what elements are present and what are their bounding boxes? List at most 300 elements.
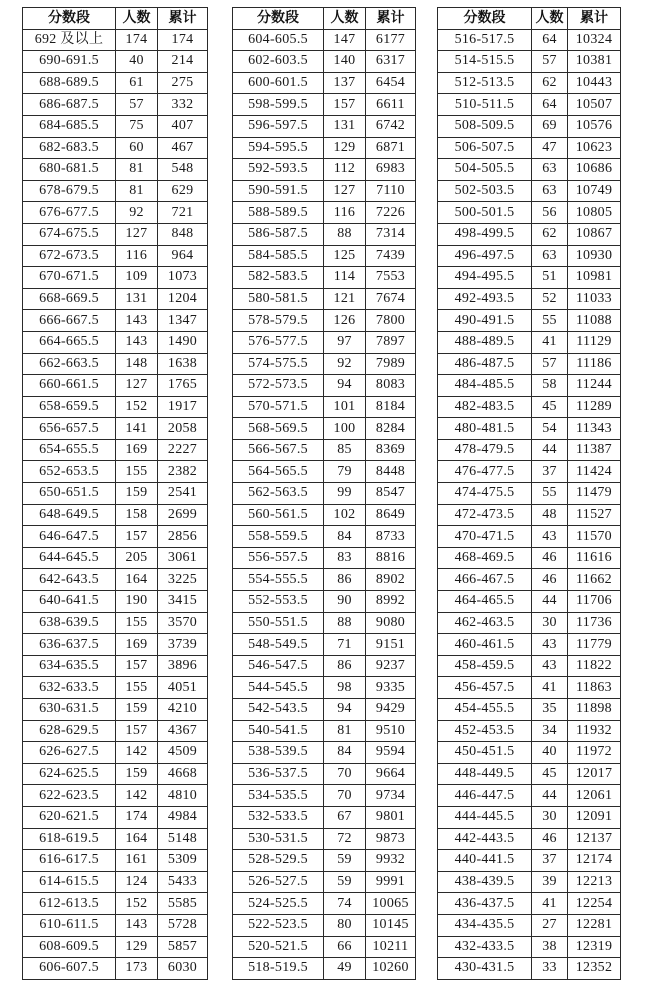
cumulative-cell: 11898 bbox=[568, 699, 621, 721]
score-range-cell: 692 及以上 bbox=[23, 29, 116, 51]
cumulative-cell: 3570 bbox=[158, 612, 208, 634]
score-range-cell: 458-459.5 bbox=[438, 655, 532, 677]
cumulative-cell: 11088 bbox=[568, 310, 621, 332]
score-range-cell: 608-609.5 bbox=[23, 936, 116, 958]
cumulative-cell: 6030 bbox=[158, 958, 208, 980]
score-range-cell: 670-671.5 bbox=[23, 267, 116, 289]
score-range-cell: 438-439.5 bbox=[438, 871, 532, 893]
cumulative-cell: 11932 bbox=[568, 720, 621, 742]
score-range-cell: 600-601.5 bbox=[233, 72, 324, 94]
score-range-cell: 510-511.5 bbox=[438, 94, 532, 116]
score-range-cell: 506-507.5 bbox=[438, 137, 532, 159]
table-row bbox=[233, 655, 416, 677]
table-header-row bbox=[233, 8, 416, 30]
score-range-cell: 472-473.5 bbox=[438, 504, 532, 526]
table-row bbox=[438, 288, 621, 310]
count-cell: 37 bbox=[532, 850, 568, 872]
score-range-cell: 440-441.5 bbox=[438, 850, 532, 872]
cumulative-cell: 11706 bbox=[568, 591, 621, 613]
score-range-cell: 624-625.5 bbox=[23, 763, 116, 785]
count-cell: 124 bbox=[116, 871, 158, 893]
table-row bbox=[23, 871, 208, 893]
table-row bbox=[438, 958, 621, 980]
count-cell: 126 bbox=[324, 310, 366, 332]
count-cell: 158 bbox=[116, 504, 158, 526]
cumulative-cell: 11186 bbox=[568, 353, 621, 375]
cumulative-cell: 4509 bbox=[158, 742, 208, 764]
count-cell: 30 bbox=[532, 806, 568, 828]
count-cell: 88 bbox=[324, 612, 366, 634]
count-cell: 161 bbox=[116, 850, 158, 872]
table-row bbox=[233, 634, 416, 656]
table-row bbox=[233, 699, 416, 721]
score-table-1 bbox=[22, 7, 208, 980]
table-row bbox=[233, 504, 416, 526]
score-range-cell: 622-623.5 bbox=[23, 785, 116, 807]
count-cell: 112 bbox=[324, 159, 366, 181]
score-range-cell: 446-447.5 bbox=[438, 785, 532, 807]
cumulative-cell: 10686 bbox=[568, 159, 621, 181]
count-cell: 41 bbox=[532, 893, 568, 915]
table-row bbox=[23, 591, 208, 613]
count-cell: 92 bbox=[116, 202, 158, 224]
score-range-cell: 664-665.5 bbox=[23, 331, 116, 353]
table-row bbox=[23, 699, 208, 721]
table-row bbox=[233, 547, 416, 569]
table-row bbox=[438, 115, 621, 137]
table-row bbox=[23, 850, 208, 872]
score-range-cell: 530-531.5 bbox=[233, 828, 324, 850]
count-cell: 116 bbox=[324, 202, 366, 224]
table-row bbox=[438, 375, 621, 397]
score-range-cell: 488-489.5 bbox=[438, 331, 532, 353]
table-row bbox=[438, 51, 621, 73]
count-cell: 55 bbox=[532, 310, 568, 332]
cumulative-cell: 7439 bbox=[366, 245, 416, 267]
cumulative-cell: 5857 bbox=[158, 936, 208, 958]
count-cell: 81 bbox=[116, 159, 158, 181]
cumulative-cell: 9801 bbox=[366, 806, 416, 828]
count-cell: 94 bbox=[324, 375, 366, 397]
cumulative-cell: 3225 bbox=[158, 569, 208, 591]
score-range-cell: 480-481.5 bbox=[438, 418, 532, 440]
cumulative-cell: 9080 bbox=[366, 612, 416, 634]
count-cell: 127 bbox=[324, 180, 366, 202]
score-range-cell: 648-649.5 bbox=[23, 504, 116, 526]
cumulative-cell: 629 bbox=[158, 180, 208, 202]
cumulative-cell: 8733 bbox=[366, 526, 416, 548]
score-range-cell: 634-635.5 bbox=[23, 655, 116, 677]
count-cell: 159 bbox=[116, 483, 158, 505]
cumulative-cell: 7989 bbox=[366, 353, 416, 375]
count-cell: 35 bbox=[532, 699, 568, 721]
count-cell: 64 bbox=[532, 94, 568, 116]
score-range-cell: 536-537.5 bbox=[233, 763, 324, 785]
score-range-cell: 516-517.5 bbox=[438, 29, 532, 51]
cumulative-cell: 12213 bbox=[568, 871, 621, 893]
cumulative-cell: 9510 bbox=[366, 720, 416, 742]
count-cell: 131 bbox=[116, 288, 158, 310]
table-row bbox=[23, 202, 208, 224]
count-cell: 159 bbox=[116, 699, 158, 721]
cumulative-cell: 1917 bbox=[158, 396, 208, 418]
cumulative-cell: 1490 bbox=[158, 331, 208, 353]
count-cell: 102 bbox=[324, 504, 366, 526]
table-row bbox=[438, 806, 621, 828]
score-range-cell: 434-435.5 bbox=[438, 914, 532, 936]
table-row bbox=[23, 547, 208, 569]
cumulative-cell: 11736 bbox=[568, 612, 621, 634]
count-cell: 155 bbox=[116, 461, 158, 483]
table-row bbox=[438, 310, 621, 332]
score-range-cell: 468-469.5 bbox=[438, 547, 532, 569]
score-range-cell: 544-545.5 bbox=[233, 677, 324, 699]
table-row bbox=[23, 180, 208, 202]
cumulative-cell: 8816 bbox=[366, 547, 416, 569]
score-range-cell: 492-493.5 bbox=[438, 288, 532, 310]
count-cell: 81 bbox=[116, 180, 158, 202]
count-cell: 169 bbox=[116, 439, 158, 461]
cumulative-cell: 6177 bbox=[366, 29, 416, 51]
count-cell: 38 bbox=[532, 936, 568, 958]
score-range-cell: 630-631.5 bbox=[23, 699, 116, 721]
table-row bbox=[23, 223, 208, 245]
cumulative-cell: 11387 bbox=[568, 439, 621, 461]
table-row bbox=[233, 267, 416, 289]
count-cell: 61 bbox=[116, 72, 158, 94]
score-range-cell: 522-523.5 bbox=[233, 914, 324, 936]
count-cell: 97 bbox=[324, 331, 366, 353]
table-row bbox=[438, 72, 621, 94]
cumulative-cell: 2699 bbox=[158, 504, 208, 526]
score-range-cell: 662-663.5 bbox=[23, 353, 116, 375]
count-cell: 84 bbox=[324, 526, 366, 548]
score-range-cell: 640-641.5 bbox=[23, 591, 116, 613]
cumulative-cell: 1204 bbox=[158, 288, 208, 310]
score-range-cell: 644-645.5 bbox=[23, 547, 116, 569]
cumulative-cell: 332 bbox=[158, 94, 208, 116]
table-row bbox=[438, 936, 621, 958]
score-range-cell: 552-553.5 bbox=[233, 591, 324, 613]
count-cell: 155 bbox=[116, 612, 158, 634]
cumulative-cell: 12174 bbox=[568, 850, 621, 872]
table-row bbox=[233, 353, 416, 375]
count-cell: 70 bbox=[324, 763, 366, 785]
cumulative-cell: 2058 bbox=[158, 418, 208, 440]
count-cell: 74 bbox=[324, 893, 366, 915]
table-body bbox=[23, 29, 208, 979]
table-row bbox=[233, 828, 416, 850]
table-row bbox=[23, 677, 208, 699]
table-row bbox=[23, 115, 208, 137]
table-row bbox=[438, 504, 621, 526]
table-row bbox=[438, 267, 621, 289]
cumulative-cell: 6454 bbox=[366, 72, 416, 94]
table-row bbox=[23, 806, 208, 828]
table-row bbox=[23, 914, 208, 936]
table-row bbox=[23, 94, 208, 116]
score-range-cell: 470-471.5 bbox=[438, 526, 532, 548]
score-range-cell: 486-487.5 bbox=[438, 353, 532, 375]
score-range-cell: 532-533.5 bbox=[233, 806, 324, 828]
count-cell: 45 bbox=[532, 396, 568, 418]
cumulative-cell: 8992 bbox=[366, 591, 416, 613]
count-cell: 63 bbox=[532, 245, 568, 267]
count-cell: 45 bbox=[532, 763, 568, 785]
cumulative-cell: 4051 bbox=[158, 677, 208, 699]
cumulative-cell: 5148 bbox=[158, 828, 208, 850]
score-range-cell: 490-491.5 bbox=[438, 310, 532, 332]
cumulative-cell: 5728 bbox=[158, 914, 208, 936]
count-cell: 33 bbox=[532, 958, 568, 980]
cumulative-cell: 10260 bbox=[366, 958, 416, 980]
count-cell: 92 bbox=[324, 353, 366, 375]
table-row bbox=[23, 396, 208, 418]
cumulative-cell: 4984 bbox=[158, 806, 208, 828]
table-row bbox=[233, 526, 416, 548]
score-range-cell: 682-683.5 bbox=[23, 137, 116, 159]
cumulative-cell: 848 bbox=[158, 223, 208, 245]
score-range-cell: 614-615.5 bbox=[23, 871, 116, 893]
table-row bbox=[438, 461, 621, 483]
table-row bbox=[233, 159, 416, 181]
score-range-cell: 518-519.5 bbox=[233, 958, 324, 980]
score-range-cell: 590-591.5 bbox=[233, 180, 324, 202]
cumulative-cell: 10749 bbox=[568, 180, 621, 202]
count-cell: 60 bbox=[116, 137, 158, 159]
cumulative-cell: 9873 bbox=[366, 828, 416, 850]
count-cell: 46 bbox=[532, 569, 568, 591]
count-cell: 47 bbox=[532, 137, 568, 159]
cumulative-cell: 3896 bbox=[158, 655, 208, 677]
cumulative-cell: 10211 bbox=[366, 936, 416, 958]
count-cell: 157 bbox=[324, 94, 366, 116]
count-cell: 75 bbox=[116, 115, 158, 137]
score-range-cell: 576-577.5 bbox=[233, 331, 324, 353]
score-range-cell: 620-621.5 bbox=[23, 806, 116, 828]
score-range-cell: 548-549.5 bbox=[233, 634, 324, 656]
cumulative-cell: 4810 bbox=[158, 785, 208, 807]
count-cell: 72 bbox=[324, 828, 366, 850]
count-cell: 44 bbox=[532, 785, 568, 807]
count-cell: 41 bbox=[532, 331, 568, 353]
count-cell: 64 bbox=[532, 29, 568, 51]
score-range-cell: 650-651.5 bbox=[23, 483, 116, 505]
count-cell: 30 bbox=[532, 612, 568, 634]
table-row bbox=[23, 958, 208, 980]
count-cell: 131 bbox=[324, 115, 366, 137]
table-row bbox=[233, 677, 416, 699]
score-range-cell: 556-557.5 bbox=[233, 547, 324, 569]
table-row bbox=[438, 914, 621, 936]
count-cell: 71 bbox=[324, 634, 366, 656]
count-cell: 173 bbox=[116, 958, 158, 980]
count-cell: 43 bbox=[532, 655, 568, 677]
cumulative-cell: 4367 bbox=[158, 720, 208, 742]
cumulative-cell: 2382 bbox=[158, 461, 208, 483]
score-range-cell: 680-681.5 bbox=[23, 159, 116, 181]
table-row bbox=[233, 763, 416, 785]
cumulative-cell: 8184 bbox=[366, 396, 416, 418]
score-table-2 bbox=[232, 7, 416, 980]
score-range-cell: 604-605.5 bbox=[233, 29, 324, 51]
count-cell: 44 bbox=[532, 439, 568, 461]
count-cell: 101 bbox=[324, 396, 366, 418]
score-range-cell: 584-585.5 bbox=[233, 245, 324, 267]
count-cell: 52 bbox=[532, 288, 568, 310]
cumulative-cell: 2856 bbox=[158, 526, 208, 548]
table-row bbox=[23, 310, 208, 332]
table-row bbox=[233, 439, 416, 461]
table-row bbox=[23, 526, 208, 548]
cumulative-cell: 548 bbox=[158, 159, 208, 181]
count-cell: 59 bbox=[324, 871, 366, 893]
score-range-cell: 508-509.5 bbox=[438, 115, 532, 137]
count-cell: 169 bbox=[116, 634, 158, 656]
count-cell: 157 bbox=[116, 526, 158, 548]
table-row bbox=[438, 29, 621, 51]
table-row bbox=[438, 850, 621, 872]
score-range-cell: 636-637.5 bbox=[23, 634, 116, 656]
score-range-cell: 688-689.5 bbox=[23, 72, 116, 94]
table-row bbox=[438, 526, 621, 548]
count-cell: 46 bbox=[532, 547, 568, 569]
count-cell: 27 bbox=[532, 914, 568, 936]
score-range-cell: 450-451.5 bbox=[438, 742, 532, 764]
count-cell: 41 bbox=[532, 677, 568, 699]
score-range-cell: 528-529.5 bbox=[233, 850, 324, 872]
count-cell: 57 bbox=[532, 353, 568, 375]
count-cell: 90 bbox=[324, 591, 366, 613]
cumulative-cell: 7110 bbox=[366, 180, 416, 202]
cumulative-cell: 12281 bbox=[568, 914, 621, 936]
score-range-cell: 562-563.5 bbox=[233, 483, 324, 505]
count-cell: 141 bbox=[116, 418, 158, 440]
count-cell: 51 bbox=[532, 267, 568, 289]
cumulative-cell: 10623 bbox=[568, 137, 621, 159]
table-header-row bbox=[438, 8, 621, 30]
cumulative-cell: 11424 bbox=[568, 461, 621, 483]
score-range-cell: 586-587.5 bbox=[233, 223, 324, 245]
cumulative-cell: 174 bbox=[158, 29, 208, 51]
score-range-cell: 568-569.5 bbox=[233, 418, 324, 440]
count-cell: 70 bbox=[324, 785, 366, 807]
score-range-cell: 666-667.5 bbox=[23, 310, 116, 332]
cumulative-cell: 7226 bbox=[366, 202, 416, 224]
count-cell: 127 bbox=[116, 375, 158, 397]
score-range-cell: 514-515.5 bbox=[438, 51, 532, 73]
score-range-cell: 526-527.5 bbox=[233, 871, 324, 893]
score-range-cell: 554-555.5 bbox=[233, 569, 324, 591]
count-cell: 43 bbox=[532, 526, 568, 548]
cumulative-cell: 467 bbox=[158, 137, 208, 159]
cumulative-cell: 6317 bbox=[366, 51, 416, 73]
table-row bbox=[233, 591, 416, 613]
score-range-cell: 632-633.5 bbox=[23, 677, 116, 699]
cumulative-cell: 3415 bbox=[158, 591, 208, 613]
score-range-cell: 654-655.5 bbox=[23, 439, 116, 461]
table-row bbox=[438, 828, 621, 850]
table-row bbox=[233, 72, 416, 94]
header-count: 人数 bbox=[116, 8, 158, 30]
cumulative-cell: 4210 bbox=[158, 699, 208, 721]
table-row bbox=[438, 94, 621, 116]
cumulative-cell: 11033 bbox=[568, 288, 621, 310]
score-range-cell: 462-463.5 bbox=[438, 612, 532, 634]
table-row bbox=[438, 720, 621, 742]
cumulative-cell: 11570 bbox=[568, 526, 621, 548]
cumulative-cell: 1638 bbox=[158, 353, 208, 375]
count-cell: 94 bbox=[324, 699, 366, 721]
header-count: 人数 bbox=[324, 8, 366, 30]
score-range-cell: 646-647.5 bbox=[23, 526, 116, 548]
count-cell: 39 bbox=[532, 871, 568, 893]
cumulative-cell: 275 bbox=[158, 72, 208, 94]
cumulative-cell: 9335 bbox=[366, 677, 416, 699]
score-range-cell: 592-593.5 bbox=[233, 159, 324, 181]
table-row bbox=[438, 893, 621, 915]
table-row bbox=[438, 634, 621, 656]
table-row bbox=[233, 612, 416, 634]
count-cell: 48 bbox=[532, 504, 568, 526]
count-cell: 152 bbox=[116, 396, 158, 418]
count-cell: 62 bbox=[532, 223, 568, 245]
score-range-cell: 564-565.5 bbox=[233, 461, 324, 483]
table-row bbox=[233, 893, 416, 915]
header-score-range: 分数段 bbox=[438, 8, 532, 30]
cumulative-cell: 9237 bbox=[366, 655, 416, 677]
score-range-cell: 652-653.5 bbox=[23, 461, 116, 483]
score-range-cell: 628-629.5 bbox=[23, 720, 116, 742]
score-range-cell: 674-675.5 bbox=[23, 223, 116, 245]
count-cell: 43 bbox=[532, 634, 568, 656]
table-row bbox=[438, 159, 621, 181]
count-cell: 58 bbox=[532, 375, 568, 397]
count-cell: 80 bbox=[324, 914, 366, 936]
count-cell: 85 bbox=[324, 439, 366, 461]
score-range-cell: 496-497.5 bbox=[438, 245, 532, 267]
score-range-cell: 504-505.5 bbox=[438, 159, 532, 181]
table-row bbox=[23, 72, 208, 94]
cumulative-cell: 10805 bbox=[568, 202, 621, 224]
count-cell: 125 bbox=[324, 245, 366, 267]
count-cell: 99 bbox=[324, 483, 366, 505]
score-range-cell: 668-669.5 bbox=[23, 288, 116, 310]
cumulative-cell: 6871 bbox=[366, 137, 416, 159]
count-cell: 37 bbox=[532, 461, 568, 483]
score-range-cell: 558-559.5 bbox=[233, 526, 324, 548]
cumulative-cell: 11863 bbox=[568, 677, 621, 699]
table-row bbox=[438, 439, 621, 461]
table-row bbox=[23, 353, 208, 375]
score-range-cell: 524-525.5 bbox=[233, 893, 324, 915]
table-row bbox=[438, 763, 621, 785]
table-row bbox=[23, 267, 208, 289]
score-range-cell: 484-485.5 bbox=[438, 375, 532, 397]
score-range-cell: 684-685.5 bbox=[23, 115, 116, 137]
cumulative-cell: 9991 bbox=[366, 871, 416, 893]
header-score-range: 分数段 bbox=[233, 8, 324, 30]
score-range-cell: 550-551.5 bbox=[233, 612, 324, 634]
cumulative-cell: 8083 bbox=[366, 375, 416, 397]
count-cell: 174 bbox=[116, 806, 158, 828]
score-range-cell: 454-455.5 bbox=[438, 699, 532, 721]
count-cell: 56 bbox=[532, 202, 568, 224]
cumulative-cell: 7897 bbox=[366, 331, 416, 353]
table-row bbox=[233, 223, 416, 245]
cumulative-cell: 8649 bbox=[366, 504, 416, 526]
table-row bbox=[23, 742, 208, 764]
